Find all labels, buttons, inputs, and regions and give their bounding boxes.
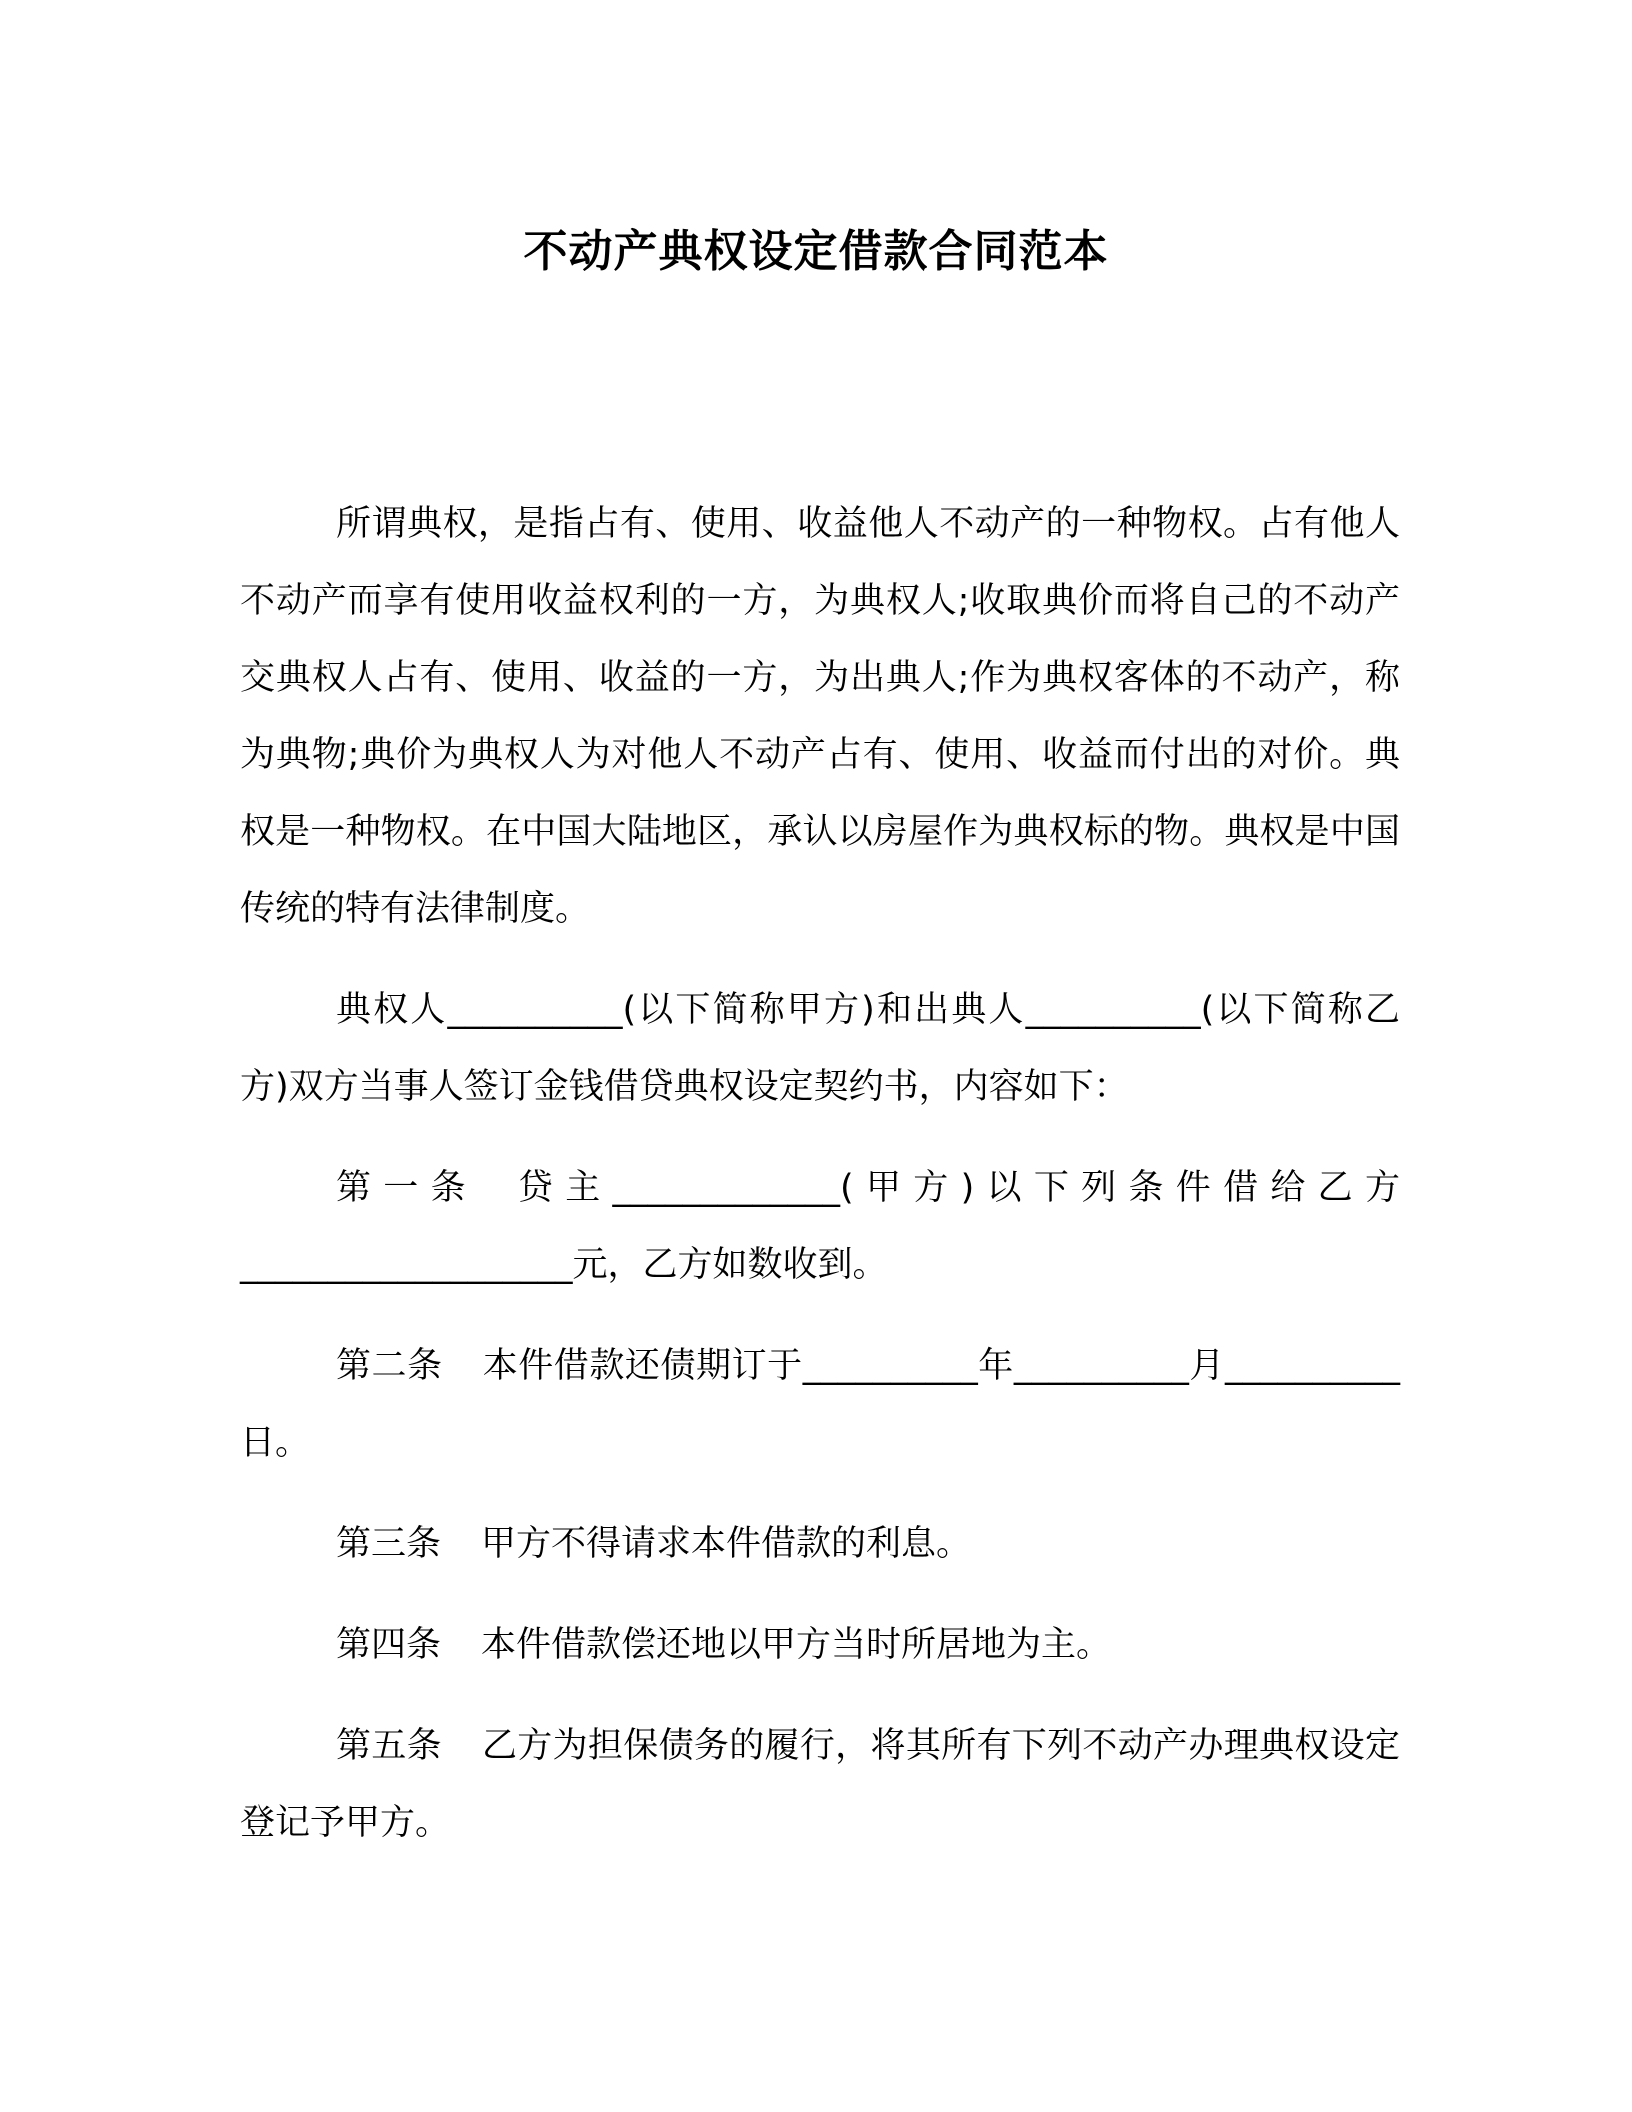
- article-3: [240, 1506, 1400, 1583]
- article-label: 第三条: [336, 1524, 442, 1564]
- article-4: [240, 1607, 1400, 1684]
- article-label: 第四条: [336, 1625, 442, 1665]
- article-text: 本件借款还债期订于__________年__________月__________日。: [240, 1346, 1400, 1463]
- article-1: [240, 1150, 1400, 1304]
- document-body: [240, 486, 1400, 1862]
- article-label: 第二条: [336, 1346, 443, 1386]
- intro-paragraph: 所谓典权，是指占有、使用、收益他人不动产的一种物权。占有他人不动产而享有使用收益权利的一方，为典权人;收取典价而将自己的不动产交典权人占有、使用、收益的一方，为出典人;作为典权客体的不动产，称为典物;典价为典权人为对他人不动产占有、使用、收益而付出的对价。典权是一种物权。在中国大陆地区，承认以房屋作为典权标的物。典权是中国传统的特有法律制度。: [240, 504, 1400, 929]
- article-label: 第一条: [336, 1168, 478, 1208]
- document-title: 不动产典权设定借款合同范本: [523, 226, 1109, 277]
- article-2: [240, 1328, 1400, 1482]
- article-5: [240, 1708, 1400, 1862]
- article-text: 贷主_____________(甲方)以下列条件借给乙方___________________元，乙方如数收到。: [240, 1168, 1400, 1285]
- article-text: 乙方为担保债务的履行，将其所有下列不动产办理典权设定登记予甲方。: [240, 1726, 1400, 1843]
- article-text: 甲方不得请求本件借款的利息。: [481, 1524, 972, 1564]
- article-text: 本件借款偿还地以甲方当时所居地为主。: [481, 1625, 1112, 1665]
- article-label: 第五条: [336, 1726, 442, 1766]
- parties-paragraph: 典权人__________(以下简称甲方)和出典人__________(以下简称乙方)双方当事人签订金钱借贷典权设定契约书，内容如下：: [240, 990, 1400, 1107]
